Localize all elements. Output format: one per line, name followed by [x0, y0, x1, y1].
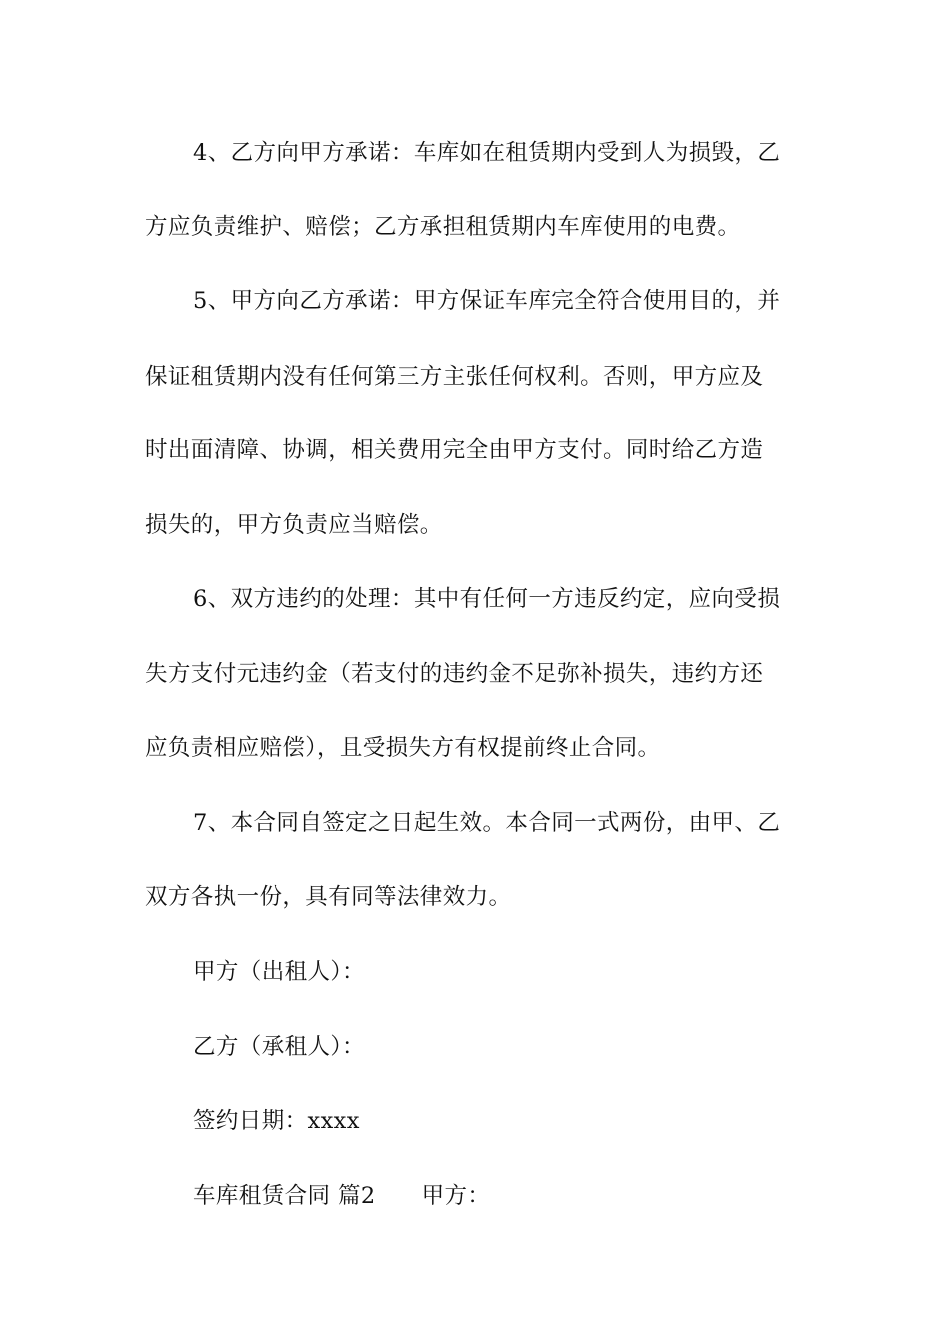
- signing-date: 签约日期：xxxx: [193, 1108, 360, 1134]
- clause-6-line-1: 6、双方违约的处理：其中有任何一方违反约定，应向受损: [193, 586, 781, 612]
- next-section-party-a: 甲方：: [421, 1183, 491, 1209]
- clause-6-line-2: 失方支付元违约金（若支付的违约金不足弥补损失，违约方还: [145, 661, 764, 687]
- clause-6-line-3: 应负责相应赔偿），且受损失方有权提前终止合同。: [145, 735, 661, 761]
- clause-7-line-1: 7、本合同自签定之日起生效。本合同一式两份，由甲、乙: [193, 810, 781, 836]
- clause-4-line-1: 4、乙方向甲方承诺：车库如在租赁期内受到人为损毁，乙: [193, 140, 781, 166]
- next-section-line: [193, 1181, 873, 1211]
- clause-5-line-3: 时出面清障、协调，相关费用完全由甲方支付。同时给乙方造: [145, 437, 764, 463]
- clause-5-line-4: 损失的，甲方负责应当赔偿。: [145, 512, 443, 538]
- clause-4-line-2: 方应负责维护、赔偿；乙方承担租赁期内车库使用的电费。: [145, 214, 741, 240]
- clause-5-line-2: 保证租赁期内没有任何第三方主张任何权利。否则，甲方应及: [145, 364, 764, 390]
- clause-5-line-1: 5、甲方向乙方承诺：甲方保证车库完全符合使用目的，并: [193, 288, 781, 314]
- party-b-signature: 乙方（承租人）：: [193, 1034, 365, 1060]
- next-section-title: 车库租赁合同 篇2: [193, 1183, 376, 1209]
- party-a-signature: 甲方（出租人）：: [193, 959, 365, 985]
- clause-7-line-2: 双方各执一份，具有同等法律效力。: [145, 884, 512, 910]
